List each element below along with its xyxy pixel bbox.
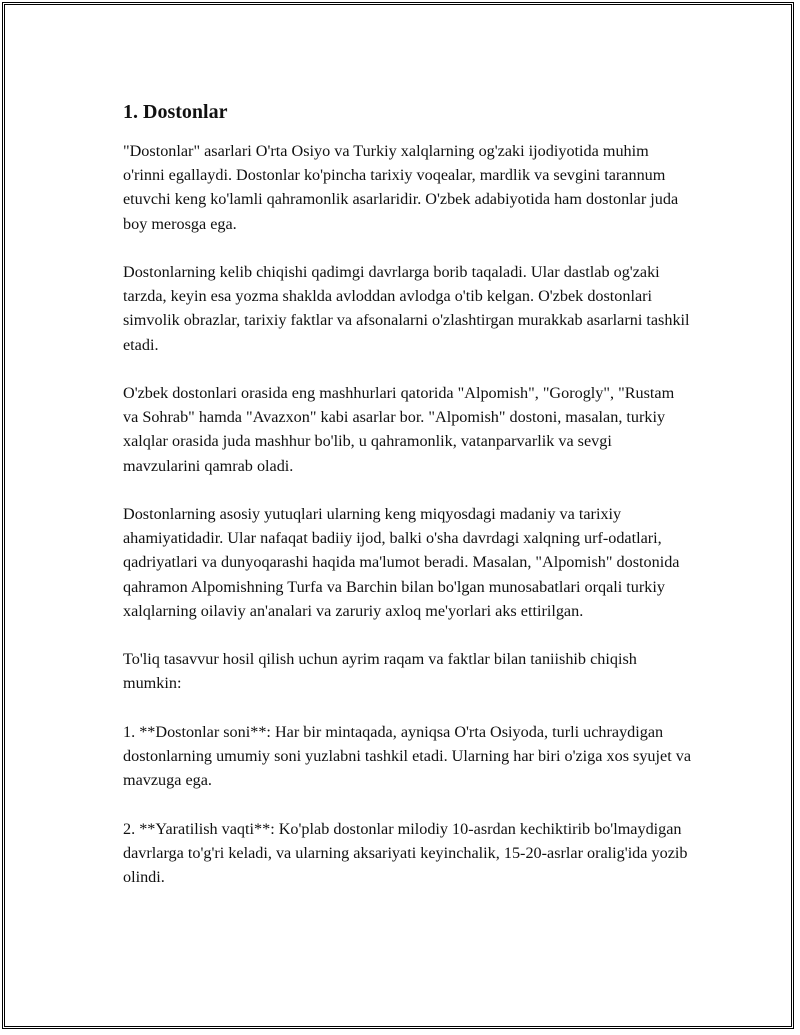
list-item-creation-time: 2. **Yaratilish vaqti**: Ko'plab dostonlar milodiy 10-asrdan kechiktirib bo'lmaydigan davrlarga to'g'ri keladi, va ularning aksariyati keyinchalik, 15-20-asrlar oralig'ida yozib olindi. [123, 819, 688, 886]
paragraph-significance: Dostonlarning asosiy yutuqlari ularning keng miqyosdagi madaniy va tarixiy ahamiyatidadir. Ular nafaqat badiiy ijod, balki o'sha davrdagi xalqning urf-odatlari, qadriyatlari va dunyoqarashi haqida ma'lumot beradi. Masalan, "Alpomish" dostonida qahramon Alpomishning Turfa va Barchin bilan bo'lgan munosabatlari orqali turkiy xalqlarning oilaviy an'analari va zaruriy axloq me'yorlari aks ettirilgan. [123, 505, 680, 620]
document-body [123, 99, 693, 913]
paragraph-facts-intro: To'liq tasavvur hosil qilish uchun ayrim raqam va faktlar bilan taniishib chiqish mumkin: [123, 650, 637, 693]
paragraph-intro: "Dostonlar" asarlari O'rta Osiyo va Turkiy xalqlarning og'zaki ijodiyotida muhim o'rinni egallaydi. Dostonlar ko'pincha tarixiy voqealar, mardlik va sevgini tarannum etuvchi keng ko'lamli qahramonlik asarlaridir. O'zbek adabiyotida ham dostonlar juda boy merosga ega. [123, 142, 679, 233]
page-frame [2, 2, 794, 1029]
paragraph-origins: Dostonlarning kelib chiqishi qadimgi davrlarga borib taqaladi. Ular dastlab og'zaki tarzda, keyin esa yozma shaklda avloddan avlodga o'tib kelgan. O'zbek dostonlari simvolik obrazlar, tarixiy faktlar va afsonalarni o'zlashtirgan murakkab asarlarni tashkil etadi. [123, 263, 690, 354]
paragraph-famous-dastans: O'zbek dostonlari orasida eng mashhurlari qatorida "Alpomish", "Gorogly", "Rustam va Sohrab" hamda "Avazxon" kabi asarlar bor. "Alpomish" dostoni, masalan, turkiy xalqlar orasida juda mashhur bo'lib, u qahramonlik, vatanparvarlik va sevgi mavzularini qamrab oladi. [123, 384, 675, 475]
section-heading: 1. Dostonlar [123, 101, 228, 123]
list-item-count: 1. **Dostonlar soni**: Har bir mintaqada, ayniqsa O'rta Osiyoda, turli uchraydigan dostonlarning umumiy soni yuzlabni tashkil etadi. Ularning har biri o'ziga xos syujet va mavzuga ega. [123, 722, 692, 790]
